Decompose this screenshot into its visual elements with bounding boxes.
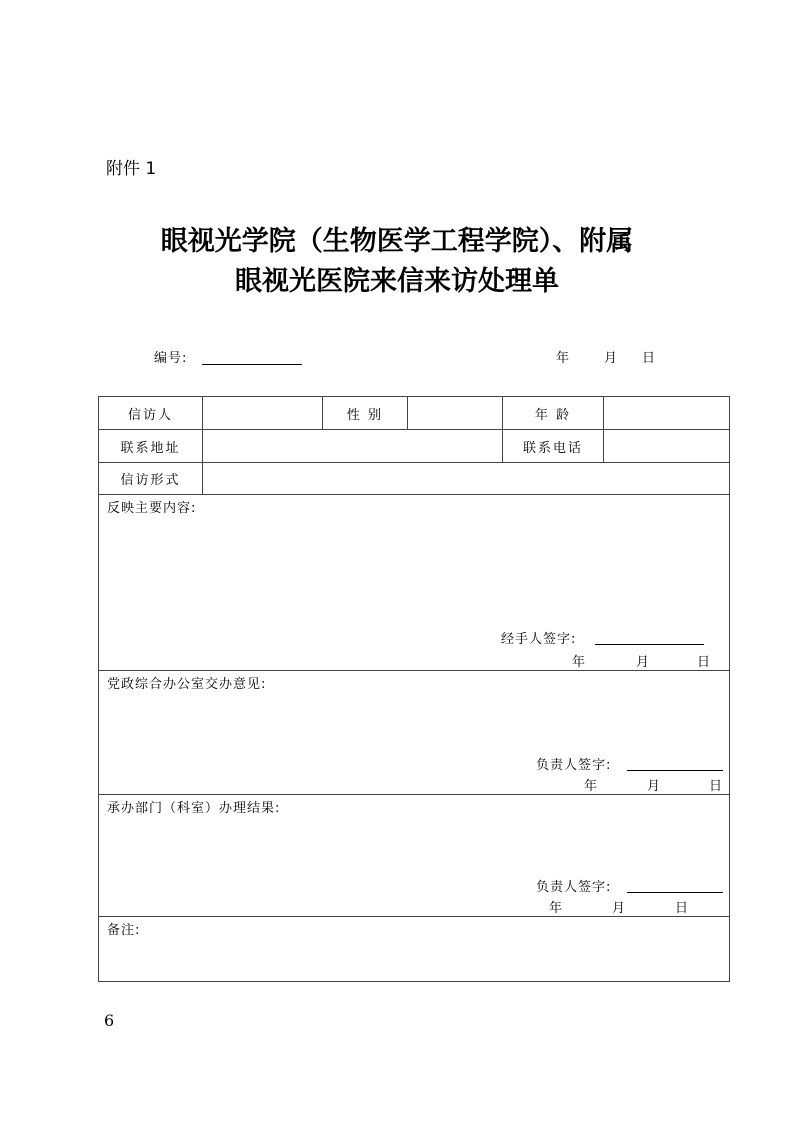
remark-field[interactable] — [107, 939, 721, 977]
serial-number-label: 编号: — [154, 351, 188, 366]
attachment-label: 附件 1 — [106, 159, 157, 179]
office-signature-label: 负责人签字: — [536, 758, 612, 773]
row-divider — [99, 462, 729, 463]
row-divider — [99, 794, 729, 795]
phone-field[interactable] — [604, 432, 729, 461]
document-title-line-2: 眼视光医院来信来访处理单 — [235, 266, 559, 297]
age-field[interactable] — [604, 399, 729, 428]
header-month-label: 月 — [604, 351, 619, 366]
row-divider — [99, 670, 729, 671]
result-day-label: 日 — [675, 901, 689, 916]
result-year-label: 年 — [549, 901, 563, 916]
handling-result-label: 承办部门（科室）办理结果: — [107, 801, 281, 816]
visit-form-label: 信访形式 — [120, 473, 181, 488]
visit-form-field[interactable] — [203, 464, 729, 493]
header-year-label: 年 — [556, 351, 571, 366]
content-day-label: 日 — [697, 655, 711, 670]
content-month-label: 月 — [636, 655, 650, 670]
age-label: 年 龄 — [534, 408, 572, 423]
result-signature-field[interactable] — [627, 892, 723, 893]
page-number: 6 — [104, 1011, 115, 1030]
header-day-label: 日 — [642, 351, 657, 366]
office-year-label: 年 — [584, 779, 598, 794]
office-day-label: 日 — [709, 779, 723, 794]
row-divider — [99, 429, 729, 430]
handler-signature-label: 经手人签字: — [501, 632, 577, 647]
address-label: 联系地址 — [120, 441, 181, 456]
office-month-label: 月 — [647, 779, 661, 794]
document-title-line-1: 眼视光学院（生物医学工程学院）、附属 — [160, 226, 634, 257]
result-signature-label: 负责人签字: — [536, 880, 612, 895]
address-field[interactable] — [203, 432, 502, 461]
handler-signature-field[interactable] — [595, 644, 704, 645]
visitor-label: 信访人 — [127, 408, 173, 423]
row-divider — [99, 494, 729, 495]
row-divider — [99, 916, 729, 917]
main-content-label: 反映主要内容: — [107, 501, 197, 516]
visit-form-table — [98, 396, 730, 982]
gender-field[interactable] — [408, 399, 502, 428]
office-signature-field[interactable] — [627, 770, 723, 771]
serial-number-field[interactable] — [202, 364, 302, 365]
result-month-label: 月 — [612, 901, 626, 916]
phone-label: 联系电话 — [522, 441, 583, 456]
visitor-field[interactable] — [203, 399, 322, 428]
remark-label: 备注: — [107, 923, 141, 938]
office-opinion-label: 党政综合办公室交办意见: — [107, 677, 267, 692]
content-year-label: 年 — [572, 655, 586, 670]
gender-label: 性 别 — [346, 408, 384, 423]
